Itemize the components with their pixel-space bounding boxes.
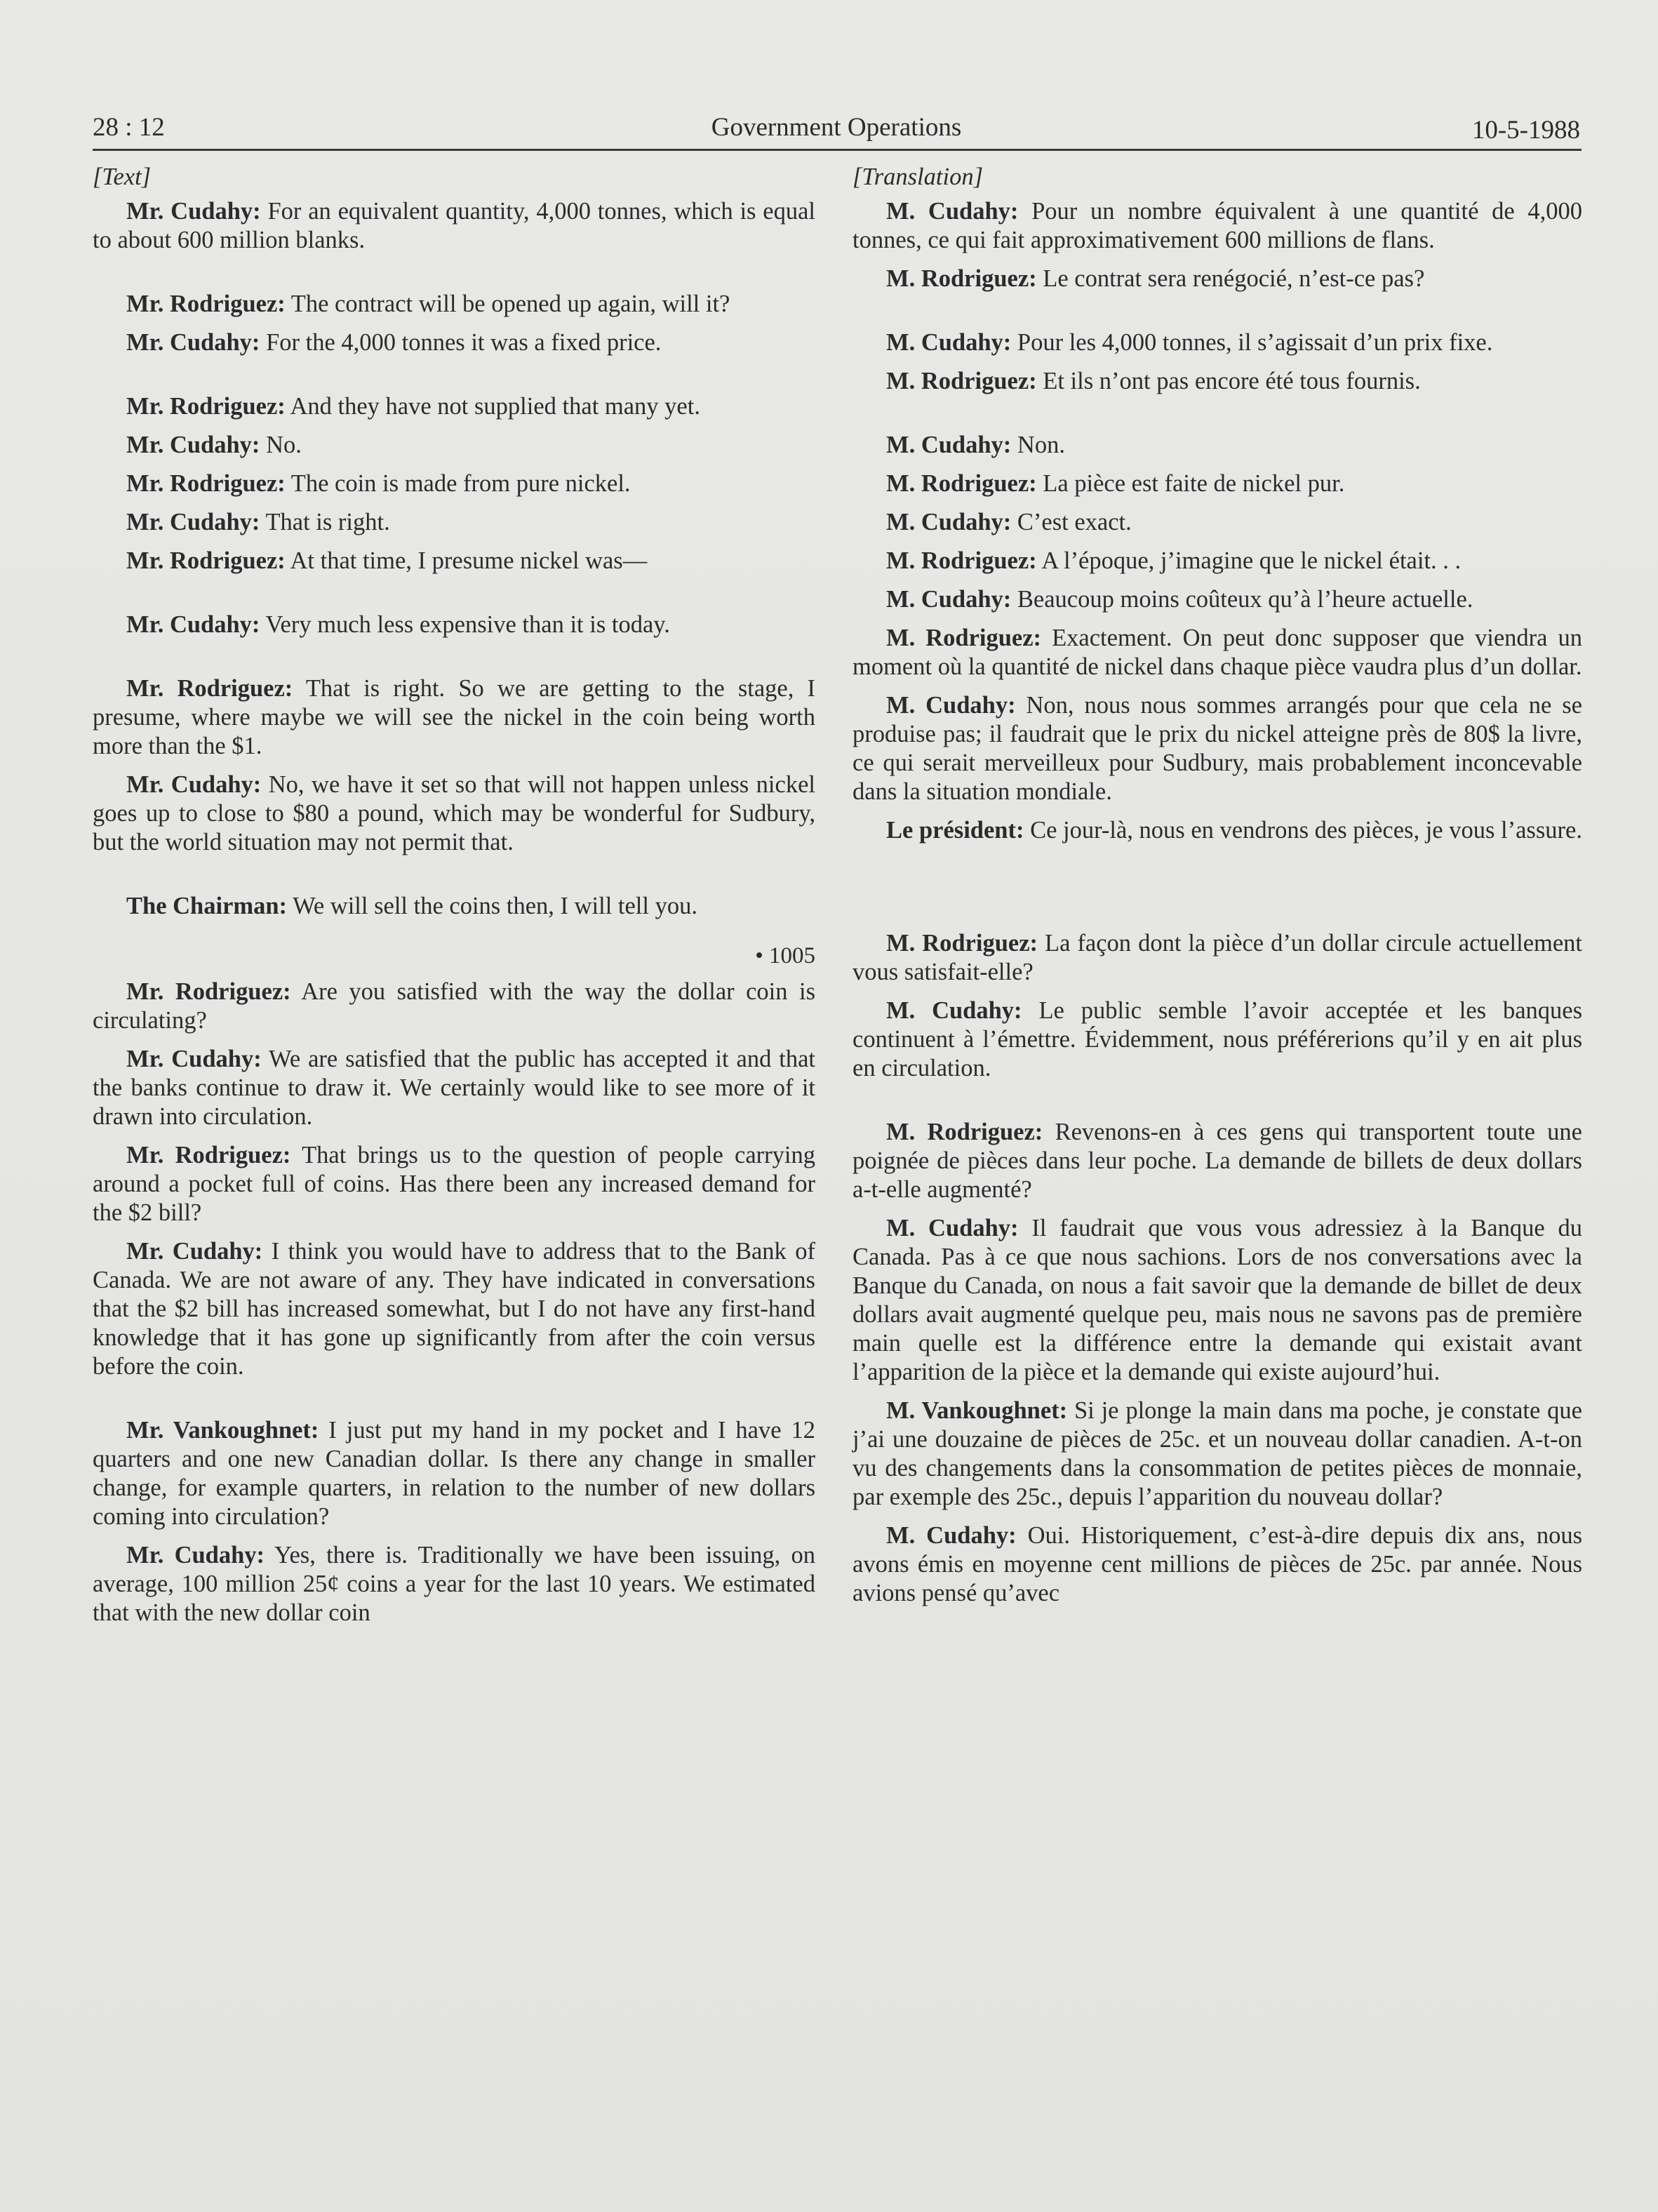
speech: Si je plonge la main dans ma poche, je constate que j’ai une douzaine de pièces de 25c. et un nouveau dollar canadien. A-t-on vu des changements dans la consommation de petites pièces de monnaie, par exemple des 25c., depuis l’apparition du nouveau dollar?: [853, 1397, 1582, 1510]
speech: I just put my hand in my pocket and I have 12 quarters and one new Canadian dollar. Is there any change in smaller change, for example quarters, in relation to the number of new dollars coming into circulation?: [93, 1417, 815, 1530]
column-tag: [Text]: [93, 164, 152, 190]
speech: Yes, there is. Traditionally we have been issuing, on average, 100 million 25¢ coins a year for the last 10 years. We estimated that with the new dollar coin: [93, 1542, 815, 1626]
speaker: Mr. Cudahy:: [126, 198, 261, 225]
speaker: Mr. Cudahy:: [126, 1542, 265, 1568]
transcript-paragraph: [93, 892, 815, 921]
header-rule: [93, 149, 1582, 151]
speech: No.: [260, 432, 302, 458]
speech: For the 4,000 tonnes it was a fixed price.: [260, 329, 662, 356]
page-number: 28 : 12: [93, 113, 165, 142]
speaker: Mr. Rodriguez:: [126, 675, 293, 702]
speaker: Mr. Cudahy:: [126, 1238, 263, 1265]
speech: That brings us to the question of people carrying around a pocket full of coins. Has there been any increased demand for the $2 bill?: [93, 1142, 815, 1226]
speaker: M. Rodriguez:: [886, 930, 1038, 957]
speech: C’est exact.: [1011, 509, 1132, 535]
transcript-paragraph: [93, 469, 815, 498]
speaker: Le président:: [886, 817, 1024, 844]
speaker: M. Cudahy:: [886, 329, 1012, 356]
transcript-paragraph: [93, 674, 815, 761]
speaker: M. Cudahy:: [886, 198, 1019, 225]
speech: That is right. So we are getting to the stage, I presume, where maybe we will see the nickel in the coin being worth more than the $1.: [93, 675, 815, 759]
transcript-paragraph: [93, 508, 815, 537]
speaker: M. Cudahy:: [886, 692, 1016, 719]
transcript-paragraph: [853, 547, 1582, 575]
transcript-paragraph: [853, 508, 1582, 537]
speaker: The Chairman:: [126, 893, 288, 919]
transcript-paragraph: [853, 691, 1582, 806]
speech: The contract will be opened up again, will it?: [285, 291, 730, 317]
speech: The coin is made from pure nickel.: [285, 470, 631, 497]
transcript-paragraph: [93, 611, 815, 639]
speech: Exactement. On peut donc supposer que viendra un moment où la quantité de nickel dans chaque pièce vaudra plus d’un dollar.: [853, 625, 1582, 680]
transcript-paragraph: [93, 328, 815, 357]
speaker: M. Rodriguez:: [886, 265, 1037, 292]
speech: Are you satisfied with the way the dollar coin is circulating?: [93, 978, 815, 1034]
speaker: Mr. Cudahy:: [126, 1046, 262, 1072]
transcript-paragraph: [853, 1214, 1582, 1387]
speech: La façon dont la pièce d’un dollar circule actuellement vous satisfait-elle?: [853, 930, 1582, 985]
speaker: Mr. Cudahy:: [126, 509, 260, 535]
speaker: M. Cudahy:: [886, 1215, 1019, 1241]
speaker: M. Cudahy:: [886, 586, 1012, 613]
speaker: M. Cudahy:: [886, 509, 1012, 535]
transcript-paragraph: [93, 1541, 815, 1627]
speech: Oui. Historiquement, c’est-à-dire depuis dix ans, nous avons émis en moyenne cent millions de pièces de 25c. par année. Nous avions pensé qu’avec: [853, 1522, 1582, 1606]
speaker: M. Rodriguez:: [886, 547, 1037, 574]
time-marker: • 1005: [755, 943, 815, 968]
transcript-paragraph: [93, 1237, 815, 1381]
speaker: M. Rodriguez:: [886, 1119, 1043, 1145]
transcript-paragraph: [853, 1118, 1582, 1204]
transcript-paragraph: [853, 624, 1582, 681]
speaker: Mr. Cudahy:: [126, 611, 260, 638]
transcript-paragraph: [853, 265, 1582, 293]
transcript-paragraph: [853, 197, 1582, 255]
transcript-paragraph: [93, 197, 815, 255]
speaker: M. Cudahy:: [886, 997, 1022, 1024]
speaker: M. Vankoughnet:: [886, 1397, 1068, 1424]
speech: Pour un nombre équivalent à une quantité de 4,000 tonnes, ce qui fait approximativement 600 millions de flans.: [853, 198, 1583, 253]
transcript-paragraph: [853, 816, 1582, 845]
speaker: M. Cudahy:: [886, 1522, 1017, 1549]
transcript-paragraph: [853, 997, 1582, 1083]
speech: We are satisfied that the public has accepted it and that the banks continue to draw it. We certainly would like to see more of it drawn into circulation.: [93, 1046, 815, 1130]
speech: No, we have it set so that will not happen unless nickel goes up to close to $80 a pound, which may be wonderful for Sudbury, but the world situation may not permit that.: [93, 771, 815, 855]
speech: And they have not supplied that many yet.: [285, 393, 700, 420]
speech: I think you would have to address that to the Bank of Canada. We are not aware of any. They have indicated in conversations that the $2 bill has increased somewhat, but I do not have any first-hand knowledge that it has gone up significantly from after the coin versus before the coin.: [93, 1238, 815, 1380]
transcript-paragraph: [853, 929, 1582, 987]
speaker: Mr. Rodriguez:: [126, 978, 291, 1005]
speaker: Mr. Rodriguez:: [126, 547, 286, 574]
speaker: M. Rodriguez:: [886, 625, 1042, 651]
speech: Revenons-en à ces gens qui transportent toute une poignée de pièces dans leur poche. La demande de billets de deux dollars a-t-elle augmenté?: [853, 1119, 1582, 1203]
transcript-paragraph: [853, 585, 1582, 614]
speaker: Mr. Cudahy:: [126, 771, 262, 798]
speaker: Mr. Rodriguez:: [126, 470, 286, 497]
speaker: Mr. Rodriguez:: [126, 1142, 291, 1168]
transcript-paragraph: [93, 290, 815, 319]
speech: Very much less expensive than it is today.: [260, 611, 670, 638]
transcript-paragraph: [93, 392, 815, 421]
speech: Beaucoup moins coûteux qu’à l’heure actuelle.: [1011, 586, 1473, 613]
page-header: [93, 108, 1580, 150]
transcript-paragraph: [853, 367, 1582, 396]
running-title: Government Operations: [711, 113, 962, 142]
speech: Il faudrait que vous vous adressiez à la Banque du Canada. Pas à ce que nous sachions. Lors de nos conversations avec la Banque du Canada, on nous a fait savoir que la demande de billet de deux dollars avait augmenté quelque peu, mais nous ne savons pas de première main quelle est la différence entre la demande qui existait avant l’apparition de la pièce et la demande qui existe aujourd’hui.: [853, 1215, 1582, 1385]
transcript-paragraph: [853, 1397, 1582, 1512]
french-column: [853, 163, 1582, 1618]
speech: For an equivalent quantity, 4,000 tonnes, which is equal to about 600 million blanks.: [93, 198, 815, 253]
speaker: Mr. Rodriguez:: [126, 291, 286, 317]
speaker: M. Rodriguez:: [886, 368, 1037, 394]
speaker: Mr. Cudahy:: [126, 329, 260, 356]
speech: Et ils n’ont pas encore été tous fournis.: [1036, 368, 1421, 394]
speech: Non.: [1011, 432, 1065, 458]
transcript-paragraph: [93, 771, 815, 857]
speech: We will sell the coins then, I will tell you.: [287, 893, 697, 919]
speech: A l’époque, j’imagine que le nickel était. . .: [1036, 547, 1462, 574]
speaker: M. Rodriguez:: [886, 470, 1037, 497]
column-tag: [Translation]: [853, 164, 983, 190]
transcript-paragraph: [93, 547, 815, 575]
transcript-paragraph: [93, 1045, 815, 1131]
transcript-paragraph: [853, 431, 1582, 460]
speech: Non, nous nous sommes arrangés pour que cela ne se produise pas; il faudrait que le prix du nickel atteigne près de 80$ la livre, ce qui serait merveilleux pour Sudbury, mais probablement inconcevable dans la situation mondiale.: [853, 692, 1582, 805]
speaker: Mr. Rodriguez:: [126, 393, 286, 420]
speech: La pièce est faite de nickel pur.: [1036, 470, 1345, 497]
english-column: [93, 163, 815, 1637]
speaker: Mr. Cudahy:: [126, 432, 260, 458]
transcript-paragraph: [853, 328, 1582, 357]
speech: Pour les 4,000 tonnes, il s’agissait d’un prix fixe.: [1011, 329, 1493, 356]
header-date: 10-5-1988: [1471, 116, 1580, 145]
transcript-paragraph: [853, 1521, 1582, 1608]
transcript-paragraph: [93, 1416, 815, 1531]
transcript-paragraph: [93, 431, 815, 460]
transcript-paragraph: [853, 469, 1582, 498]
speech: Le public semble l’avoir acceptée et les banques continuent à l’émettre. Évidemment, nous préférerions qu’il y en ait plus en circulation.: [853, 997, 1583, 1081]
speech: Ce jour-là, nous en vendrons des pièces, je vous l’assure.: [1024, 817, 1582, 844]
speech: At that time, I presume nickel was—: [285, 547, 648, 574]
speech: Le contrat sera renégocié, n’est-ce pas?: [1036, 265, 1425, 292]
transcript-paragraph: [93, 978, 815, 1035]
speaker: Mr. Vankoughnet:: [126, 1417, 319, 1444]
speech: That is right.: [260, 509, 390, 535]
transcript-paragraph: [93, 1141, 815, 1227]
speaker: M. Cudahy:: [886, 432, 1012, 458]
